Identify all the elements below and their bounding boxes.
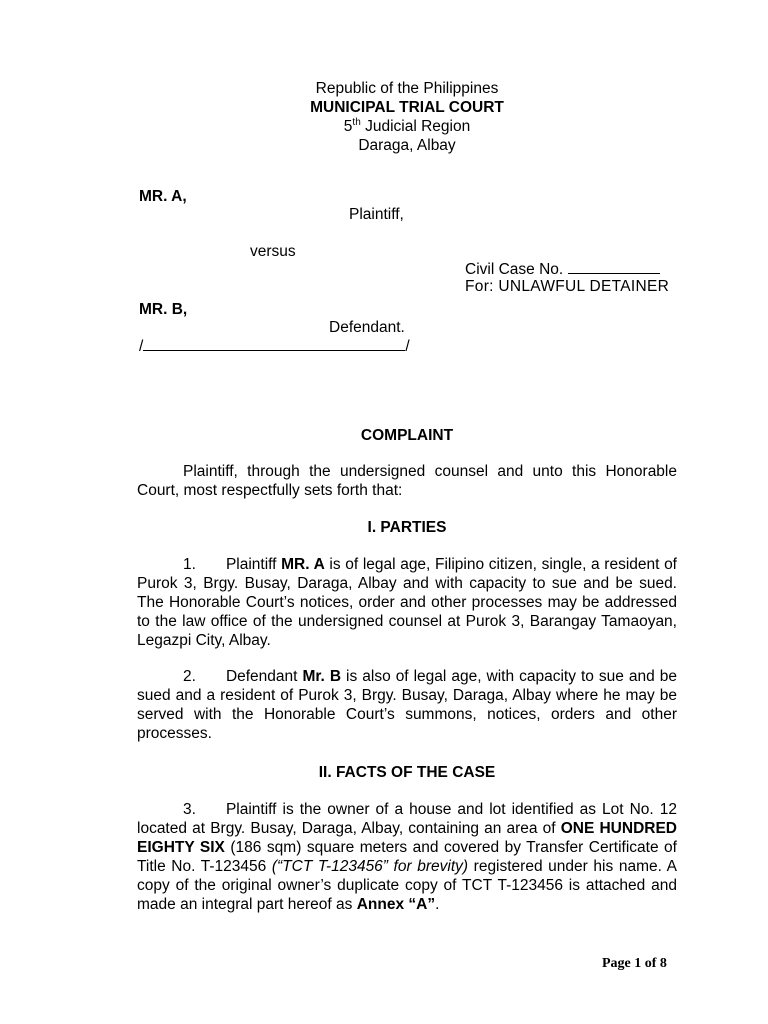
plaintiff-role: Plaintiff, <box>349 206 404 223</box>
versus-label: versus <box>250 243 296 260</box>
paragraph-2: 2. Defendant Mr. B is also of legal age, with capacity to sue and be sued and a resident of Purok 3, Brgy. Busay, Daraga, Albay where he may be served with the Honorable Court’s summons, notices, orders and other processes. <box>137 668 677 742</box>
page-number: Page 1 of 8 <box>602 956 667 971</box>
case-for: For: UNLAWFUL DETAINER <box>465 278 670 295</box>
caption-rule: / / <box>139 338 410 355</box>
header-republic: Republic of the Philippines <box>315 80 499 97</box>
header-court: MUNICIPAL TRIAL COURT <box>310 99 504 116</box>
civil-case-no: Civil Case No. <box>465 259 660 279</box>
section-parties: I. PARTIES <box>367 519 447 536</box>
plaintiff-name: MR. A, <box>139 188 187 205</box>
paragraph-1: 1. Plaintiff MR. A is of legal age, Filipino citizen, single, a resident of Purok 3, Brgy. Busay, Daraga, Albay and with capacity to sue and be sued. The Honorable Court’s notices, order and other processes may be addressed to the law office of the undersigned counsel at Purok 3, Barangay Tamaoyan, Legazpi City, Albay. <box>137 556 677 649</box>
header-location: Daraga, Albay <box>358 137 456 154</box>
caption-rule-line <box>143 340 405 351</box>
paragraph-3: 3. Plaintiff is the owner of a house and lot identified as Lot No. 12 located at Brgy. Busay, Daraga, Albay, containing an area of ONE HUNDRED EIGHTY SIX (186 sqm) square meters and covered by Transfer Certificate of Title No. T-123456 (“TCT T-123456” for brevity) registered under his name. A copy of the original owner’s duplicate copy of TCT T-123456 is attached and made an integral part hereof as Annex “A”. <box>137 801 677 913</box>
defendant-role: Defendant. <box>329 319 405 336</box>
header-region: 5th Judicial Region <box>343 116 471 135</box>
section-facts: II. FACTS OF THE CASE <box>318 764 496 781</box>
document-title: COMPLAINT <box>360 427 454 444</box>
case-no-blank <box>568 259 660 274</box>
intro-paragraph: Plaintiff, through the undersigned counsel and unto this Honorable Court, most respectfully sets forth that: <box>137 463 677 499</box>
defendant-name: MR. B, <box>139 301 188 318</box>
